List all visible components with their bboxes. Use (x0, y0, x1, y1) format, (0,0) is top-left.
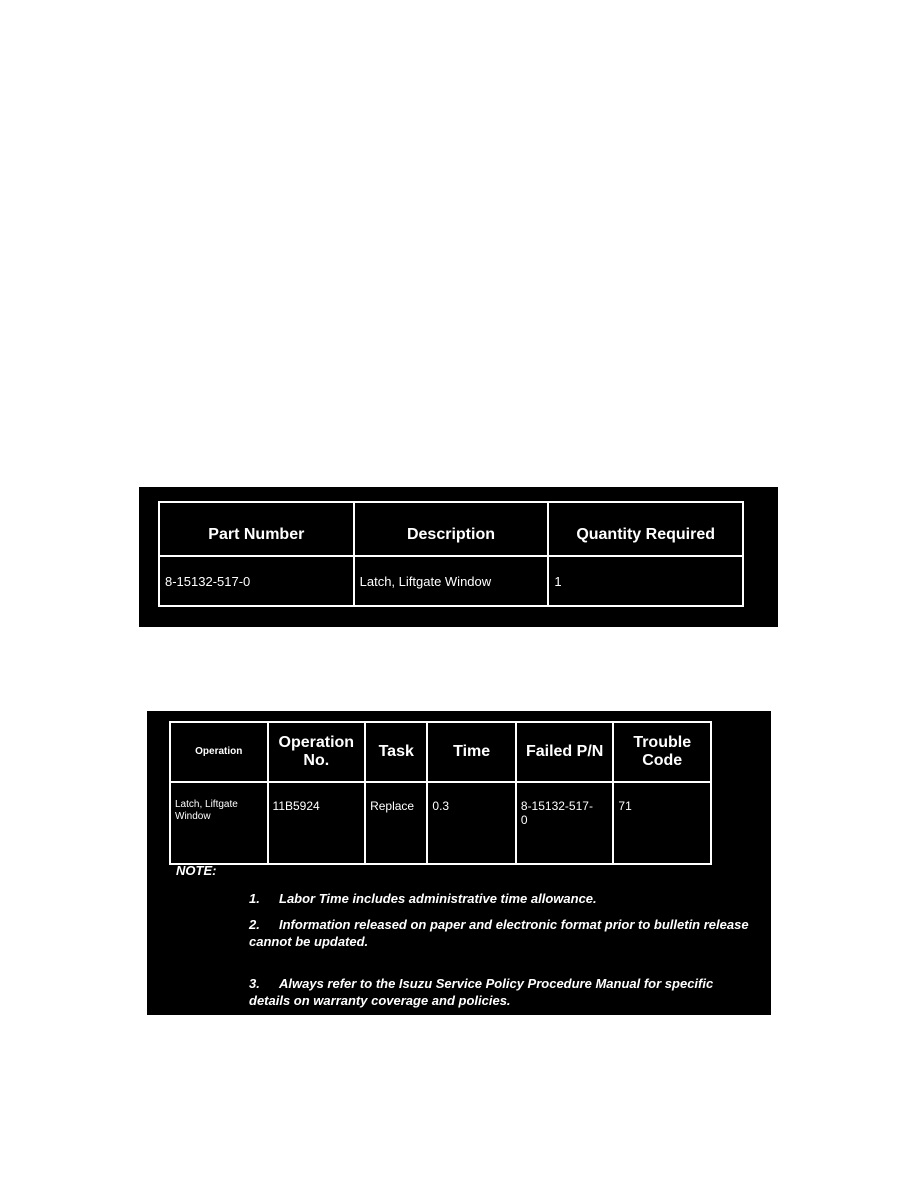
cell-failed-pn-line1: 8-15132-517- (520, 799, 593, 813)
header-description: Description (354, 502, 549, 556)
labor-table (169, 721, 712, 865)
table-row (170, 782, 711, 864)
cell-time: 0.3 (427, 782, 515, 864)
header-trouble-line2: Code (642, 752, 683, 769)
note-text: Information released on paper and electronic format prior to bulletin release cannot be updated. (249, 917, 749, 949)
note-number: 1. (249, 891, 260, 906)
header-operation-no-line1: Operation (278, 734, 355, 751)
cell-operation-no: 11B5924 (268, 782, 366, 864)
cell-description: Latch, Liftgate Window (354, 556, 549, 606)
header-quantity-required: Quantity Required (548, 502, 743, 556)
parts-table (158, 501, 744, 607)
header-operation: Operation (170, 722, 268, 782)
cell-part-number: 8-15132-517-0 (159, 556, 354, 606)
note-text: Always refer to the Isuzu Service Policy Procedure Manual for specific details on warranty coverage and policies. (249, 976, 714, 1008)
labor-header-row (170, 722, 711, 782)
cell-operation-line1: Latch, Liftgate (175, 799, 238, 810)
cell-failed-pn-line2: 0 (520, 813, 528, 827)
cell-quantity: 1 (548, 556, 743, 606)
note-number: 3. (249, 976, 260, 991)
header-operation-no-line2: No. (303, 752, 330, 769)
note-number: 2. (249, 917, 260, 932)
table-row (159, 556, 743, 606)
cell-trouble-code: 71 (613, 782, 711, 864)
note-item-3 (249, 975, 749, 1009)
cell-task: Replace (365, 782, 427, 864)
header-operation-no (268, 722, 366, 782)
header-trouble-code (613, 722, 711, 782)
cell-operation-line2: Window (175, 811, 211, 822)
cell-failed-pn (516, 782, 614, 864)
header-time: Time (427, 722, 515, 782)
note-item-2 (249, 916, 749, 950)
parts-header-row (159, 502, 743, 556)
parts-panel (139, 487, 778, 627)
header-part-number: Part Number (159, 502, 354, 556)
note-item-1 (249, 890, 749, 907)
header-trouble-line1: Trouble (633, 734, 692, 751)
labor-panel (147, 711, 771, 1015)
note-title: NOTE: (176, 863, 217, 878)
cell-operation (170, 782, 268, 864)
note-text: Labor Time includes administrative time allowance. (279, 891, 597, 906)
header-failed-pn: Failed P/N (516, 722, 614, 782)
header-task: Task (365, 722, 427, 782)
